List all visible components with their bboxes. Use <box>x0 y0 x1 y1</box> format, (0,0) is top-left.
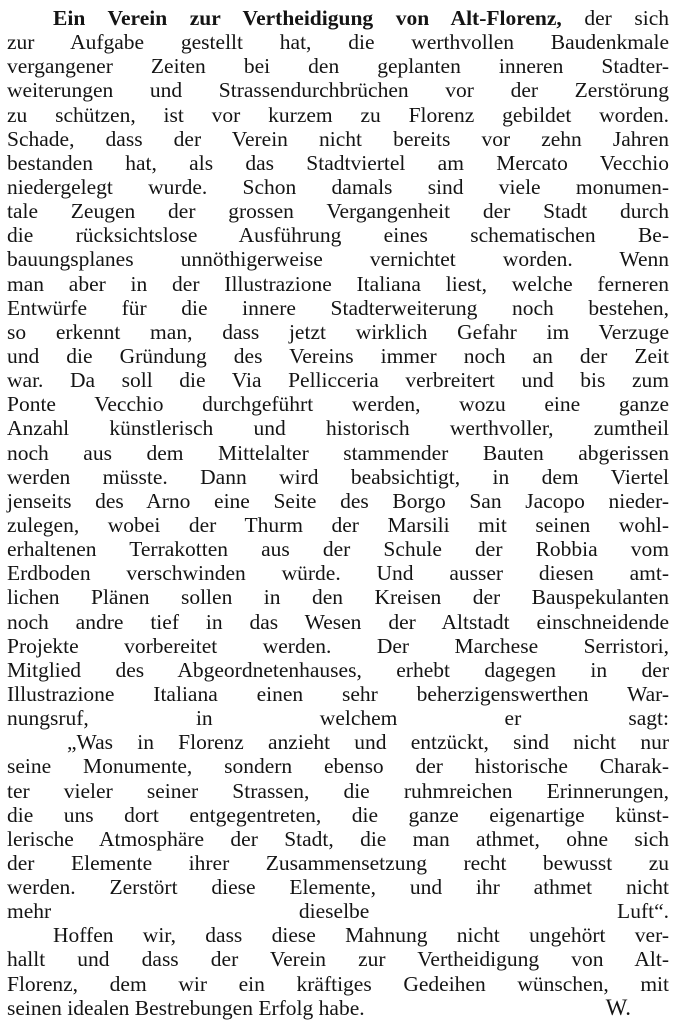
author-signature: W. <box>605 994 631 1020</box>
quote-line: ter vieler seiner Strassen, die ruhmreichen Erinnerungen, <box>7 778 669 803</box>
article-first-line <box>7 6 669 30</box>
quote-line: seine Monumente, sondern ebenso der historische Charak- <box>7 754 669 779</box>
article-line: Anzahl künstlerisch und historisch werthvoller, zumtheil <box>7 416 669 441</box>
closing-final-row <box>7 996 669 1020</box>
article-line: noch aus dem Mittelalter stammender Bauten abgerissen <box>7 440 669 465</box>
article-line: zur Aufgabe gestellt hat, die werthvollen Baudenkmale <box>7 30 669 55</box>
article-line: war. Da soll die Via Pellicceria verbreitert und bis zum <box>7 368 669 393</box>
article-line: Mitglied des Abgeordnetenhauses, erhebt dagegen in der <box>7 657 669 682</box>
article-line: nungsruf, in welchem er sagt: <box>7 706 669 731</box>
quote-line: werden. Zerstört diese Elemente, und ihr athmet nicht <box>7 875 669 900</box>
article-line: zu schützen, ist vor kurzem zu Florenz gebildet worden. <box>7 102 669 127</box>
quote-line: mehr dieselbe Luft“. <box>7 899 669 924</box>
article-line: lichen Plänen sollen in den Kreisen der Bauspekulanten <box>7 585 669 610</box>
article-heading: Ein Verein zur Vertheidigung von Alt-Florenz, <box>53 6 562 30</box>
closing-line: hallt und dass der Verein zur Vertheidigung von Alt- <box>7 947 669 972</box>
article-line: und die Gründung des Vereins immer noch an der Zeit <box>7 343 669 368</box>
article-line: erhaltenen Terrakotten aus der Schule der Robbia vom <box>7 537 669 562</box>
article <box>7 6 669 1020</box>
article-line: Erdboden verschwinden würde. Und ausser diesen amt- <box>7 561 669 586</box>
article-line: Ponte Vecchio durchgeführt werden, wozu eine ganze <box>7 392 669 417</box>
closing-line: seinen idealen Bestrebungen Erfolg habe. <box>7 995 365 1020</box>
article-line: zulegen, wobei der Thurm der Marsili mit seinen wohl- <box>7 512 669 537</box>
article-line: Illustrazione Italiana einen sehr beherzigenswerthen War- <box>7 681 669 706</box>
article-line: Projekte vorbereitet werden. Der Marchese Serristori, <box>7 633 669 658</box>
article-line: vergangener Zeiten bei den geplanten inneren Stadter- <box>7 54 669 79</box>
closing-line: Hoffen wir, dass diese Mahnung nicht ungehört ver- <box>53 923 669 948</box>
article-line: noch andre tief in das Wesen der Altstadt einschneidende <box>7 609 669 634</box>
article-line: jenseits des Arno eine Seite des Borgo San Jacopo nieder- <box>7 488 669 513</box>
article-line: so erkennt man, dass jetzt wirklich Gefahr im Verzuge <box>7 319 669 344</box>
article-line: werden müsste. Dann wird beabsichtigt, in dem Viertel <box>7 464 669 489</box>
quote-line: lerische Atmosphäre der Stadt, die man athmet, ohne sich <box>7 826 669 851</box>
article-line: die rücksichtslose Ausführung eines schematischen Be- <box>7 223 669 248</box>
quote-line: die uns dort entgegentreten, die ganze eigenartige künst- <box>7 802 669 827</box>
closing-line: Florenz, dem wir ein kräftiges Gedeihen wünschen, mit <box>7 971 669 996</box>
article-line: Schade, dass der Verein nicht bereits vor zehn Jahren <box>7 126 669 151</box>
article-line: weiterungen und Strassendurchbrüchen vor der Zerstörung <box>7 78 669 103</box>
article-line: Entwürfe für die innere Stadterweiterung noch bestehen, <box>7 295 669 320</box>
article-line: bauungsplanes unnöthigerweise vernichtet worden. Wenn <box>7 247 669 272</box>
quote-line: der Elemente ihrer Zusammensetzung recht bewusst zu <box>7 850 669 875</box>
article-line: tale Zeugen der grossen Vergangenheit der Stadt durch <box>7 199 669 224</box>
article-line: bestanden hat, als das Stadtviertel am Mercato Vecchio <box>7 150 669 175</box>
article-line: man aber in der Illustrazione Italiana liest, welche ferneren <box>7 271 669 296</box>
article-line: niedergelegt wurde. Schon damals sind viele monumen- <box>7 174 669 199</box>
article-line: der sich <box>561 6 669 30</box>
quote-line: „Was in Florenz anzieht und entzückt, sind nicht nur <box>67 730 669 755</box>
